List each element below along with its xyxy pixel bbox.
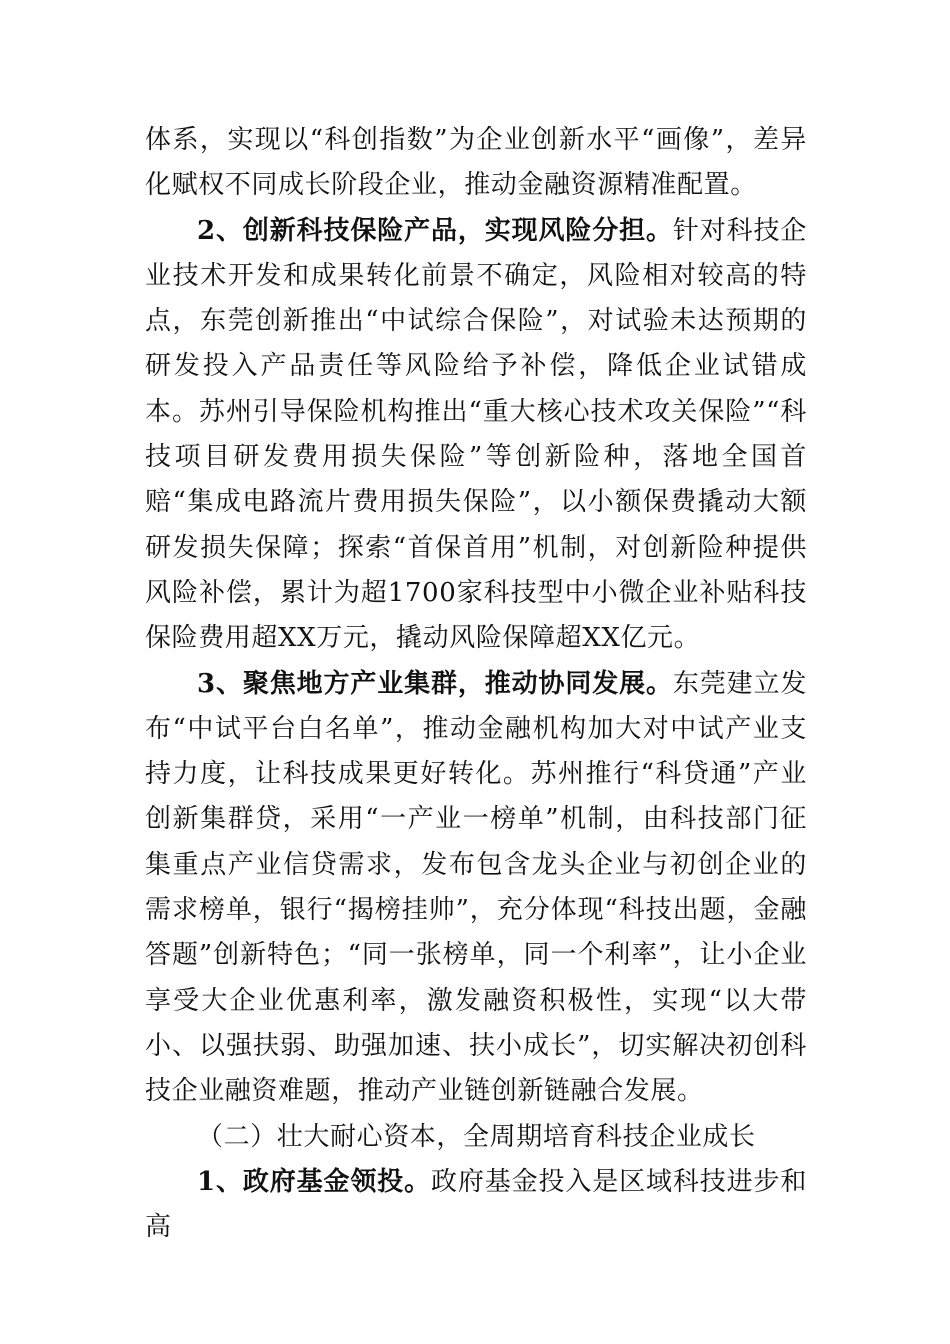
paragraph-continuation: 体系，实现以“科创指数”为企业创新水平“画像”，差异化赋权不同成长阶段企业，推动金融资源精准配置。 bbox=[145, 125, 807, 201]
paragraph-industry-cluster bbox=[145, 662, 807, 1115]
paragraph-government-fund-lead: 1、政府基金领投。 bbox=[197, 1166, 431, 1197]
paragraph-government-fund bbox=[145, 1160, 807, 1251]
paragraph-industry-cluster-lead: 3、聚焦地方产业集群，推动协同发展。 bbox=[197, 668, 673, 699]
section-heading: （二）壮大耐心资本，全周期培育科技企业成长 bbox=[197, 1121, 756, 1152]
paragraph-government-fund-body: 政府基金投入是区域科技进步和高 bbox=[145, 1166, 807, 1243]
document-body bbox=[145, 118, 807, 1250]
paragraph-insurance-lead: 2、创新科技保险产品，实现风险分担。 bbox=[197, 215, 673, 246]
paragraph-insurance-body: 针对科技企业技术开发和成果转化前景不确定，风险相对较高的特点，东莞创新推出“中试综合保险”，对试验未达预期的研发投入产品责任等风险给予补偿，降低企业试错成本。苏州引导保险机构推出“重大核心技术攻关保险”“科技项目研发费用损失保险”等创新险种，落地全国首赔“集成电路流片费用损失保险”，以小额保费撬动大额研发损失保障；探索“首保首用”机制，对创新险种提供风险补偿，累计为超1700家科技型中小微企业补贴科技保险费用超XX万元，撬动风险保障超XX亿元。 bbox=[145, 215, 807, 654]
paragraph-industry-cluster-body: 东莞建立发布“中试平台白名单”，推动金融机构加大对中试产业支持力度，让科技成果更好转化。苏州推行“科贷通”产业创新集群贷，采用“一产业一榜单”机制，由科技部门征集重点产业信贷需求，发布包含龙头企业与初创企业的需求榜单，银行“揭榜挂帅”，充分体现“科技出题，金融答题”创新特色；“同一张榜单，同一个利率”，让小企业享受大企业优惠利率，激发融资积极性，实现“以大带小、以强扶弱、助强加速、扶小成长”，切实解决初创科技企业融资难题，推动产业链创新链融合发展。 bbox=[145, 668, 807, 1107]
paragraph-insurance bbox=[145, 209, 807, 662]
